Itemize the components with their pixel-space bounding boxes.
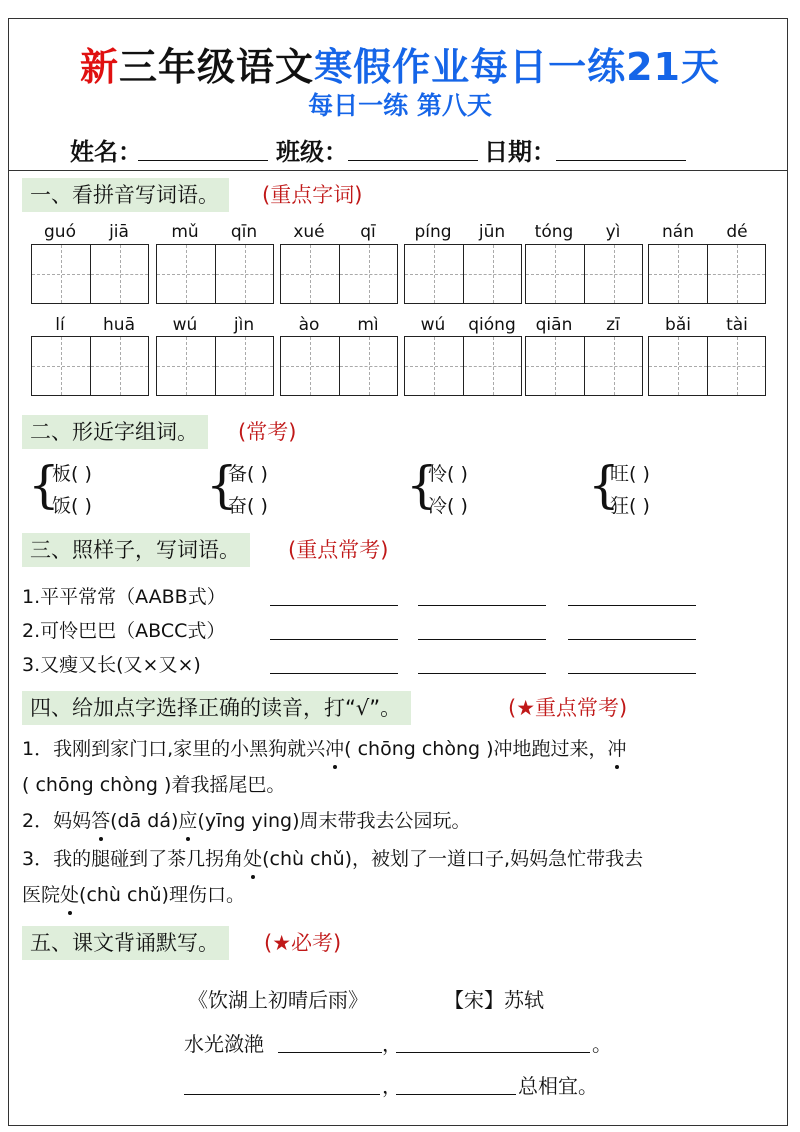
answer-blank[interactable] — [418, 605, 546, 606]
writing-grid[interactable] — [156, 244, 274, 304]
pinyin: bǎi — [665, 315, 691, 335]
title-part2: 三年级语文 — [119, 45, 315, 89]
dotted-char: 冲 — [608, 734, 627, 764]
pinyin: qīn — [230, 222, 258, 242]
answer-blank[interactable] — [270, 605, 398, 606]
section1-title: 一、看拼音写词语。 — [22, 178, 229, 212]
answer-blank[interactable] — [568, 673, 696, 674]
pinyin: mì — [357, 315, 379, 335]
answer-blank[interactable] — [270, 673, 398, 674]
pinyin: wú — [420, 315, 446, 335]
section4-title: 四、给加点字选择正确的读音，打“√”。 — [22, 691, 411, 725]
page-title — [0, 36, 800, 91]
date-label: 日期： — [484, 138, 556, 166]
section1-note: (重点字词) — [262, 183, 363, 207]
pinyin: zī — [606, 315, 620, 335]
pinyin: huā — [103, 315, 135, 335]
writing-grid[interactable] — [648, 336, 766, 396]
writing-grid[interactable] — [31, 244, 149, 304]
date-field[interactable] — [556, 160, 686, 161]
pinyin: wú — [172, 315, 198, 335]
writing-grid[interactable] — [648, 244, 766, 304]
section2-note: (常考) — [238, 420, 297, 444]
poem-line2-end: 总相宜。 — [518, 1074, 598, 1098]
poem-blank[interactable] — [278, 1052, 382, 1053]
writing-grid[interactable] — [156, 336, 274, 396]
pinyin: tài — [726, 315, 748, 335]
writing-grid[interactable] — [280, 336, 398, 396]
section3-title: 三、照样子，写词语。 — [22, 533, 250, 567]
brace-icon: { — [28, 456, 60, 514]
section3-note: (重点常考) — [288, 538, 389, 562]
question-1-cont: ( chōng chòng )着我摇尾巴。 — [22, 774, 286, 796]
dotted-char: 冲 — [325, 734, 344, 764]
word-pair-first[interactable]: 旺( ) — [610, 463, 650, 485]
title-part3: 寒假作业每日一练21天 — [314, 45, 720, 89]
word-pair-first[interactable]: 怜( ) — [428, 463, 468, 485]
pinyin: xué — [293, 222, 325, 242]
section5-note: (★必考) — [264, 931, 342, 955]
section5-title: 五、课文背诵默写。 — [22, 926, 229, 960]
name-field[interactable] — [138, 160, 268, 161]
question-3: 3．我的腿碰到了茶几拐角处(chù chǔ)，被划了一道口子,妈妈急忙带我去 — [22, 844, 643, 874]
pinyin: jìn — [233, 315, 255, 335]
pinyin: qióng — [468, 315, 516, 335]
word-pair-second[interactable]: 饭( ) — [52, 495, 92, 517]
writing-grid[interactable] — [31, 336, 149, 396]
writing-grid[interactable] — [525, 244, 643, 304]
pinyin: dé — [726, 222, 748, 242]
class-field[interactable] — [348, 160, 478, 161]
word-pair-first[interactable]: 板( ) — [52, 463, 92, 485]
poem-author: 【宋】苏轼 — [444, 988, 544, 1012]
dotted-char: 处 — [60, 880, 79, 910]
period: 。 — [592, 1032, 612, 1056]
writing-grid[interactable] — [280, 244, 398, 304]
word-pair-second[interactable]: 狂( ) — [610, 495, 650, 517]
brace-icon: { — [406, 456, 438, 514]
pinyin: jūn — [478, 222, 506, 242]
answer-blank[interactable] — [418, 673, 546, 674]
answer-blank[interactable] — [568, 639, 696, 640]
example-item: 2.可怜巴巴（ABCC式） — [22, 620, 226, 642]
comma: ， — [382, 1032, 402, 1056]
brace-icon: { — [588, 456, 620, 514]
example-item: 3.又瘦又长(又×又×) — [22, 654, 201, 676]
poem-blank[interactable] — [396, 1094, 516, 1095]
poem-line1-start: 水光潋滟 — [184, 1032, 264, 1056]
page-subtitle: 每日一练 第八天 — [308, 91, 492, 120]
example-item: 1.平平常常（AABB式） — [22, 586, 226, 608]
word-pair-second[interactable]: 冷( ) — [428, 495, 468, 517]
class-label: 班级： — [276, 138, 348, 166]
question-2: 2．妈妈答(dā dá)应(yīng ying)周末带我去公园玩。 — [22, 806, 471, 836]
answer-blank[interactable] — [418, 639, 546, 640]
section2-title: 二、形近字组词。 — [22, 415, 208, 449]
poem-blank[interactable] — [396, 1052, 590, 1053]
title-part1: 新 — [80, 45, 120, 89]
question-1: 1．我刚到家门口,家里的小黑狗就兴冲( chōng chòng )冲地跑过来，冲 — [22, 734, 627, 764]
pinyin: píng — [414, 222, 452, 242]
pinyin: qī — [360, 222, 376, 242]
writing-grid[interactable] — [404, 336, 522, 396]
pinyin: mǔ — [171, 222, 199, 242]
name-label: 姓名： — [70, 138, 142, 166]
dotted-char: 答 — [91, 806, 110, 836]
answer-blank[interactable] — [568, 605, 696, 606]
question-3-cont: 医院处(chù chǔ)理伤口。 — [22, 880, 245, 910]
pinyin: jiā — [109, 222, 129, 242]
pinyin: lí — [55, 315, 65, 335]
header-divider — [8, 170, 788, 171]
word-pair-second[interactable]: 奋( ) — [228, 495, 268, 517]
pinyin: nán — [662, 222, 694, 242]
section4-note: (★重点常考) — [508, 696, 628, 720]
pinyin: yì — [605, 222, 621, 242]
dotted-char: 处 — [243, 844, 262, 874]
poem-blank[interactable] — [184, 1094, 380, 1095]
comma: ， — [382, 1074, 402, 1098]
pinyin: qiān — [535, 315, 573, 335]
poem-title: 《饮湖上初晴后雨》 — [188, 988, 368, 1012]
dotted-char: 应 — [178, 806, 197, 836]
word-pair-first[interactable]: 备( ) — [228, 463, 268, 485]
writing-grid[interactable] — [404, 244, 522, 304]
pinyin: ào — [298, 315, 320, 335]
pinyin: tóng — [534, 222, 574, 242]
answer-blank[interactable] — [270, 639, 398, 640]
writing-grid[interactable] — [525, 336, 643, 396]
brace-icon: { — [206, 456, 238, 514]
pinyin: guó — [44, 222, 76, 242]
